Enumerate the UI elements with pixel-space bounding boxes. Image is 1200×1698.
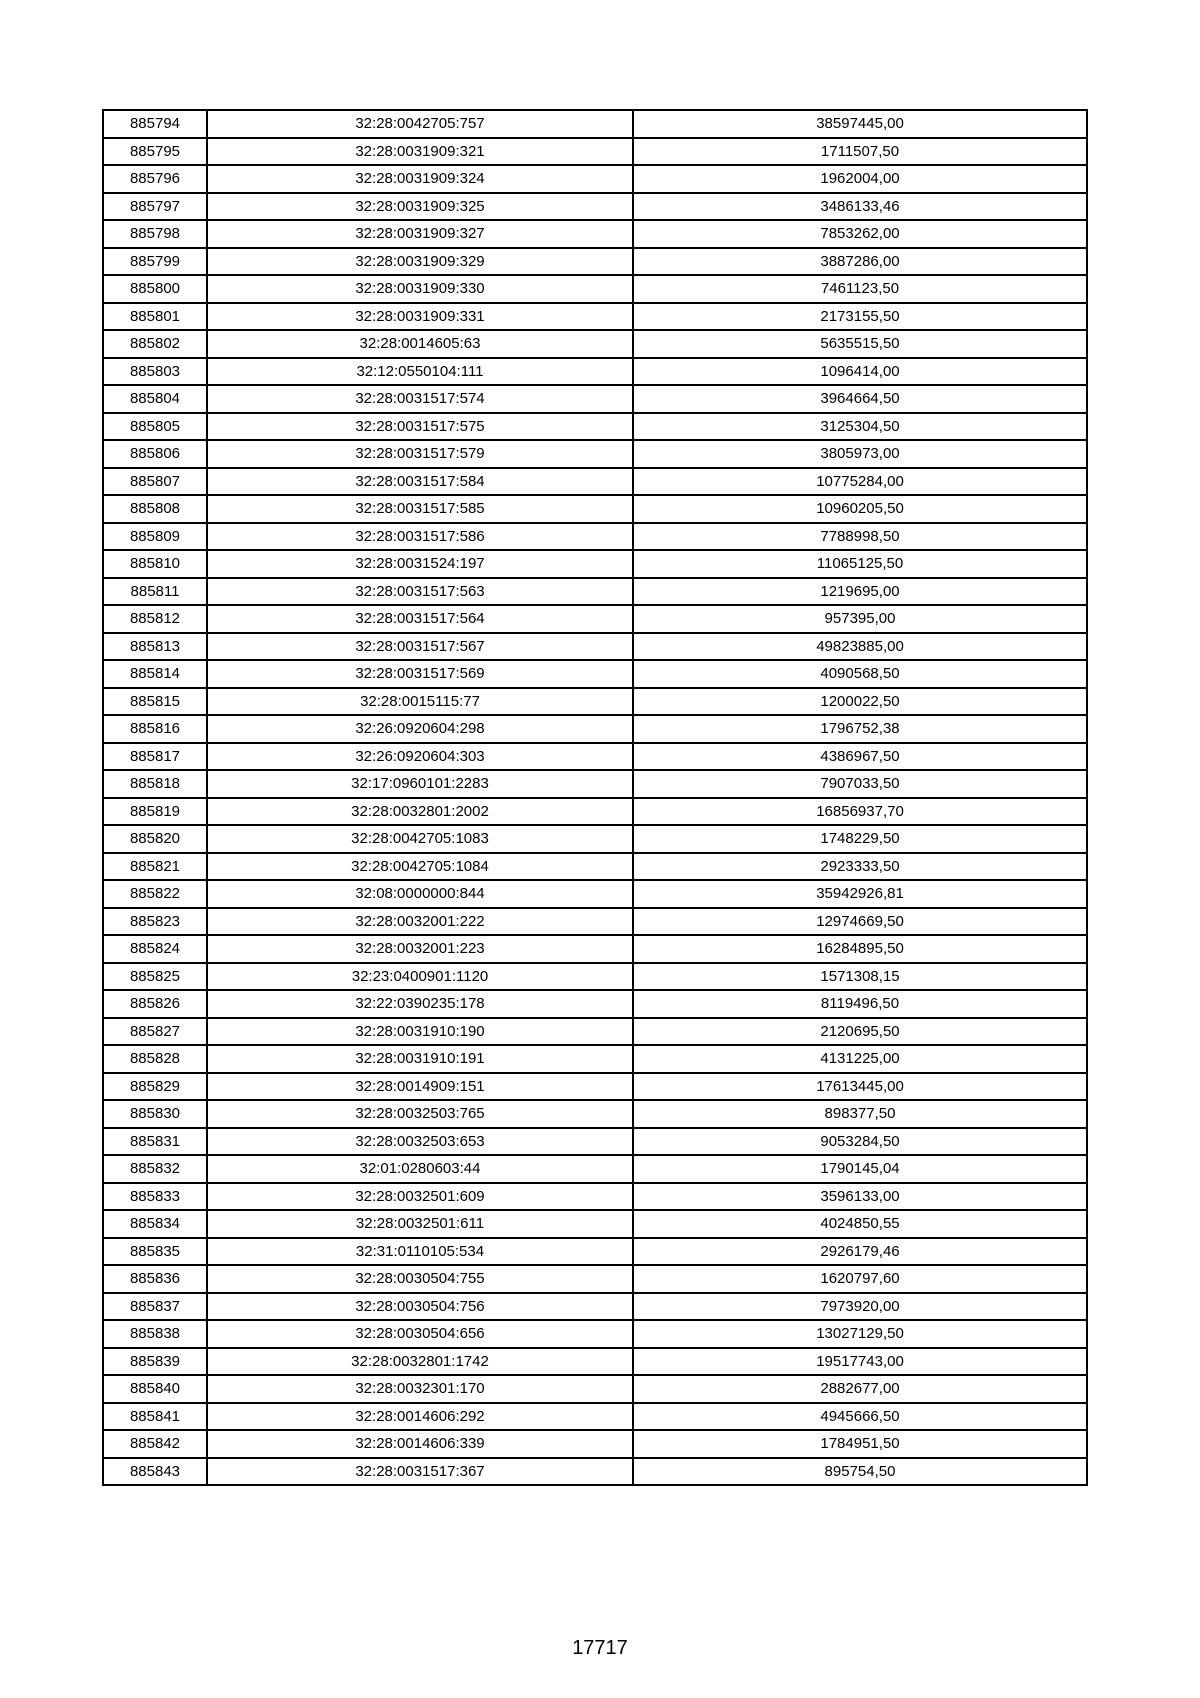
row-number-cell: 885835 — [103, 1238, 207, 1266]
table-row — [103, 330, 1087, 358]
value-cell: 1711507,50 — [633, 138, 1087, 166]
row-number-cell: 885826 — [103, 990, 207, 1018]
row-number-cell: 885794 — [103, 110, 207, 138]
cadastral-number-cell: 32:28:0014909:151 — [207, 1073, 633, 1101]
value-cell: 10775284,00 — [633, 468, 1087, 496]
value-cell: 8119496,50 — [633, 990, 1087, 1018]
cadastral-number-cell: 32:12:0550104:111 — [207, 358, 633, 386]
value-cell: 5635515,50 — [633, 330, 1087, 358]
table-row — [103, 110, 1087, 138]
table-row — [103, 440, 1087, 468]
row-number-cell: 885800 — [103, 275, 207, 303]
cadastral-number-cell: 32:28:0042705:1084 — [207, 853, 633, 881]
value-cell: 2120695,50 — [633, 1018, 1087, 1046]
value-cell: 16856937,70 — [633, 798, 1087, 826]
cadastral-number-cell: 32:28:0031517:575 — [207, 413, 633, 441]
table-row — [103, 358, 1087, 386]
cadastral-number-cell: 32:28:0042705:1083 — [207, 825, 633, 853]
row-number-cell: 885822 — [103, 880, 207, 908]
table-row — [103, 1018, 1087, 1046]
table-row — [103, 468, 1087, 496]
row-number-cell: 885829 — [103, 1073, 207, 1101]
cadastral-number-cell: 32:28:0032001:223 — [207, 935, 633, 963]
value-cell: 3887286,00 — [633, 248, 1087, 276]
cadastral-number-cell: 32:28:0030504:755 — [207, 1265, 633, 1293]
value-cell: 1796752,38 — [633, 715, 1087, 743]
value-cell: 10960205,50 — [633, 495, 1087, 523]
value-cell: 7907033,50 — [633, 770, 1087, 798]
value-cell: 19517743,00 — [633, 1348, 1087, 1376]
cadastral-number-cell: 32:28:0031517:569 — [207, 660, 633, 688]
row-number-cell: 885825 — [103, 963, 207, 991]
row-number-cell: 885812 — [103, 605, 207, 633]
cadastral-number-cell: 32:23:0400901:1120 — [207, 963, 633, 991]
value-cell: 49823885,00 — [633, 633, 1087, 661]
row-number-cell: 885813 — [103, 633, 207, 661]
value-cell: 3964664,50 — [633, 385, 1087, 413]
table-body — [103, 110, 1087, 1485]
table-row — [103, 248, 1087, 276]
row-number-cell: 885814 — [103, 660, 207, 688]
table-row — [103, 605, 1087, 633]
table-row — [103, 138, 1087, 166]
cadastral-number-cell: 32:01:0280603:44 — [207, 1155, 633, 1183]
table-row — [103, 413, 1087, 441]
value-cell: 4131225,00 — [633, 1045, 1087, 1073]
cadastral-number-cell: 32:28:0031517:584 — [207, 468, 633, 496]
cadastral-number-cell: 32:28:0031910:191 — [207, 1045, 633, 1073]
row-number-cell: 885824 — [103, 935, 207, 963]
cadastral-number-cell: 32:28:0032801:2002 — [207, 798, 633, 826]
row-number-cell: 885821 — [103, 853, 207, 881]
row-number-cell: 885805 — [103, 413, 207, 441]
row-number-cell: 885798 — [103, 220, 207, 248]
value-cell: 12974669,50 — [633, 908, 1087, 936]
table-row — [103, 165, 1087, 193]
cadastral-number-cell: 32:26:0920604:303 — [207, 743, 633, 771]
row-number-cell: 885818 — [103, 770, 207, 798]
value-cell: 1784951,50 — [633, 1430, 1087, 1458]
cadastral-number-cell: 32:28:0031909:331 — [207, 303, 633, 331]
cadastral-number-cell: 32:28:0031517:367 — [207, 1458, 633, 1486]
table-row — [103, 963, 1087, 991]
value-cell: 1748229,50 — [633, 825, 1087, 853]
row-number-cell: 885841 — [103, 1403, 207, 1431]
cadastral-number-cell: 32:28:0032301:170 — [207, 1375, 633, 1403]
value-cell: 4386967,50 — [633, 743, 1087, 771]
cadastral-number-cell: 32:28:0032001:222 — [207, 908, 633, 936]
row-number-cell: 885833 — [103, 1183, 207, 1211]
row-number-cell: 885809 — [103, 523, 207, 551]
table-row — [103, 523, 1087, 551]
cadastral-number-cell: 32:28:0032501:609 — [207, 1183, 633, 1211]
cadastral-number-cell: 32:28:0030504:656 — [207, 1320, 633, 1348]
cadastral-number-cell: 32:28:0031909:327 — [207, 220, 633, 248]
table-row — [103, 688, 1087, 716]
cadastral-number-cell: 32:28:0032801:1742 — [207, 1348, 633, 1376]
value-cell: 17613445,00 — [633, 1073, 1087, 1101]
table-row — [103, 990, 1087, 1018]
value-cell: 957395,00 — [633, 605, 1087, 633]
table-row — [103, 798, 1087, 826]
table-row — [103, 1210, 1087, 1238]
cadastral-number-cell: 32:28:0030504:756 — [207, 1293, 633, 1321]
value-cell: 2923333,50 — [633, 853, 1087, 881]
row-number-cell: 885819 — [103, 798, 207, 826]
row-number-cell: 885834 — [103, 1210, 207, 1238]
table-row — [103, 275, 1087, 303]
document-table-container — [102, 109, 1086, 1486]
cadastral-number-cell: 32:28:0031517:574 — [207, 385, 633, 413]
row-number-cell: 885830 — [103, 1100, 207, 1128]
table-row — [103, 1320, 1087, 1348]
table-row — [103, 1293, 1087, 1321]
cadastral-number-cell: 32:28:0031909:330 — [207, 275, 633, 303]
row-number-cell: 885843 — [103, 1458, 207, 1486]
table-row — [103, 633, 1087, 661]
cadastral-number-cell: 32:26:0920604:298 — [207, 715, 633, 743]
value-cell: 7973920,00 — [633, 1293, 1087, 1321]
row-number-cell: 885823 — [103, 908, 207, 936]
value-cell: 1790145,04 — [633, 1155, 1087, 1183]
table-row — [103, 220, 1087, 248]
value-cell: 2173155,50 — [633, 303, 1087, 331]
value-cell: 7853262,00 — [633, 220, 1087, 248]
row-number-cell: 885838 — [103, 1320, 207, 1348]
value-cell: 3805973,00 — [633, 440, 1087, 468]
row-number-cell: 885810 — [103, 550, 207, 578]
table-row — [103, 1375, 1087, 1403]
cadastral-number-cell: 32:28:0032501:611 — [207, 1210, 633, 1238]
table-row — [103, 1403, 1087, 1431]
cadastral-number-cell: 32:28:0031910:190 — [207, 1018, 633, 1046]
row-number-cell: 885837 — [103, 1293, 207, 1321]
table-row — [103, 1458, 1087, 1486]
cadastral-number-cell: 32:17:0960101:2283 — [207, 770, 633, 798]
row-number-cell: 885820 — [103, 825, 207, 853]
value-cell: 1096414,00 — [633, 358, 1087, 386]
cadastral-number-cell: 32:28:0031517:585 — [207, 495, 633, 523]
cadastral-number-cell: 32:28:0031909:329 — [207, 248, 633, 276]
table-row — [103, 578, 1087, 606]
value-cell: 2926179,46 — [633, 1238, 1087, 1266]
table-row — [103, 1238, 1087, 1266]
table-row — [103, 495, 1087, 523]
table-row — [103, 1128, 1087, 1156]
value-cell: 4945666,50 — [633, 1403, 1087, 1431]
value-cell: 2882677,00 — [633, 1375, 1087, 1403]
row-number-cell: 885840 — [103, 1375, 207, 1403]
cadastral-number-cell: 32:28:0032503:653 — [207, 1128, 633, 1156]
cadastral-value-table — [102, 109, 1088, 1486]
table-row — [103, 1183, 1087, 1211]
table-row — [103, 743, 1087, 771]
row-number-cell: 885807 — [103, 468, 207, 496]
row-number-cell: 885839 — [103, 1348, 207, 1376]
page-number: 17717 — [572, 1637, 628, 1659]
value-cell: 4090568,50 — [633, 660, 1087, 688]
cadastral-number-cell: 32:28:0031517:564 — [207, 605, 633, 633]
cadastral-number-cell: 32:28:0014605:63 — [207, 330, 633, 358]
row-number-cell: 885797 — [103, 193, 207, 221]
cadastral-number-cell: 32:28:0031524:197 — [207, 550, 633, 578]
cadastral-number-cell: 32:28:0031517:579 — [207, 440, 633, 468]
table-row — [103, 303, 1087, 331]
value-cell: 3596133,00 — [633, 1183, 1087, 1211]
table-row — [103, 770, 1087, 798]
value-cell: 9053284,50 — [633, 1128, 1087, 1156]
value-cell: 1620797,60 — [633, 1265, 1087, 1293]
table-row — [103, 715, 1087, 743]
cadastral-number-cell: 32:28:0031909:324 — [207, 165, 633, 193]
row-number-cell: 885828 — [103, 1045, 207, 1073]
row-number-cell: 885811 — [103, 578, 207, 606]
table-row — [103, 1430, 1087, 1458]
value-cell: 1219695,00 — [633, 578, 1087, 606]
value-cell: 35942926,81 — [633, 880, 1087, 908]
cadastral-number-cell: 32:28:0031517:586 — [207, 523, 633, 551]
value-cell: 1200022,50 — [633, 688, 1087, 716]
value-cell: 4024850,55 — [633, 1210, 1087, 1238]
value-cell: 3486133,46 — [633, 193, 1087, 221]
table-row — [103, 660, 1087, 688]
row-number-cell: 885816 — [103, 715, 207, 743]
row-number-cell: 885817 — [103, 743, 207, 771]
cadastral-number-cell: 32:08:0000000:844 — [207, 880, 633, 908]
cadastral-number-cell: 32:22:0390235:178 — [207, 990, 633, 1018]
value-cell: 895754,50 — [633, 1458, 1087, 1486]
table-row — [103, 385, 1087, 413]
row-number-cell: 885804 — [103, 385, 207, 413]
cadastral-number-cell: 32:28:0014606:292 — [207, 1403, 633, 1431]
table-row — [103, 1155, 1087, 1183]
row-number-cell: 885803 — [103, 358, 207, 386]
cadastral-number-cell: 32:28:0042705:757 — [207, 110, 633, 138]
value-cell: 1962004,00 — [633, 165, 1087, 193]
table-row — [103, 935, 1087, 963]
table-row — [103, 1073, 1087, 1101]
row-number-cell: 885796 — [103, 165, 207, 193]
table-row — [103, 1100, 1087, 1128]
row-number-cell: 885802 — [103, 330, 207, 358]
table-row — [103, 1265, 1087, 1293]
row-number-cell: 885827 — [103, 1018, 207, 1046]
value-cell: 7788998,50 — [633, 523, 1087, 551]
cadastral-number-cell: 32:28:0032503:765 — [207, 1100, 633, 1128]
cadastral-number-cell: 32:31:0110105:534 — [207, 1238, 633, 1266]
row-number-cell: 885808 — [103, 495, 207, 523]
table-row — [103, 825, 1087, 853]
row-number-cell: 885801 — [103, 303, 207, 331]
cadastral-number-cell: 32:28:0031909:321 — [207, 138, 633, 166]
cadastral-number-cell: 32:28:0015115:77 — [207, 688, 633, 716]
row-number-cell: 885842 — [103, 1430, 207, 1458]
value-cell: 16284895,50 — [633, 935, 1087, 963]
table-row — [103, 1045, 1087, 1073]
row-number-cell: 885836 — [103, 1265, 207, 1293]
cadastral-number-cell: 32:28:0014606:339 — [207, 1430, 633, 1458]
table-row — [103, 550, 1087, 578]
value-cell: 13027129,50 — [633, 1320, 1087, 1348]
row-number-cell: 885832 — [103, 1155, 207, 1183]
value-cell: 38597445,00 — [633, 110, 1087, 138]
value-cell: 7461123,50 — [633, 275, 1087, 303]
value-cell: 3125304,50 — [633, 413, 1087, 441]
row-number-cell: 885799 — [103, 248, 207, 276]
value-cell: 11065125,50 — [633, 550, 1087, 578]
row-number-cell: 885815 — [103, 688, 207, 716]
table-row — [103, 853, 1087, 881]
row-number-cell: 885806 — [103, 440, 207, 468]
value-cell: 1571308,15 — [633, 963, 1087, 991]
row-number-cell: 885795 — [103, 138, 207, 166]
cadastral-number-cell: 32:28:0031909:325 — [207, 193, 633, 221]
table-row — [103, 908, 1087, 936]
table-row — [103, 1348, 1087, 1376]
value-cell: 898377,50 — [633, 1100, 1087, 1128]
cadastral-number-cell: 32:28:0031517:567 — [207, 633, 633, 661]
table-row — [103, 880, 1087, 908]
cadastral-number-cell: 32:28:0031517:563 — [207, 578, 633, 606]
table-row — [103, 193, 1087, 221]
row-number-cell: 885831 — [103, 1128, 207, 1156]
